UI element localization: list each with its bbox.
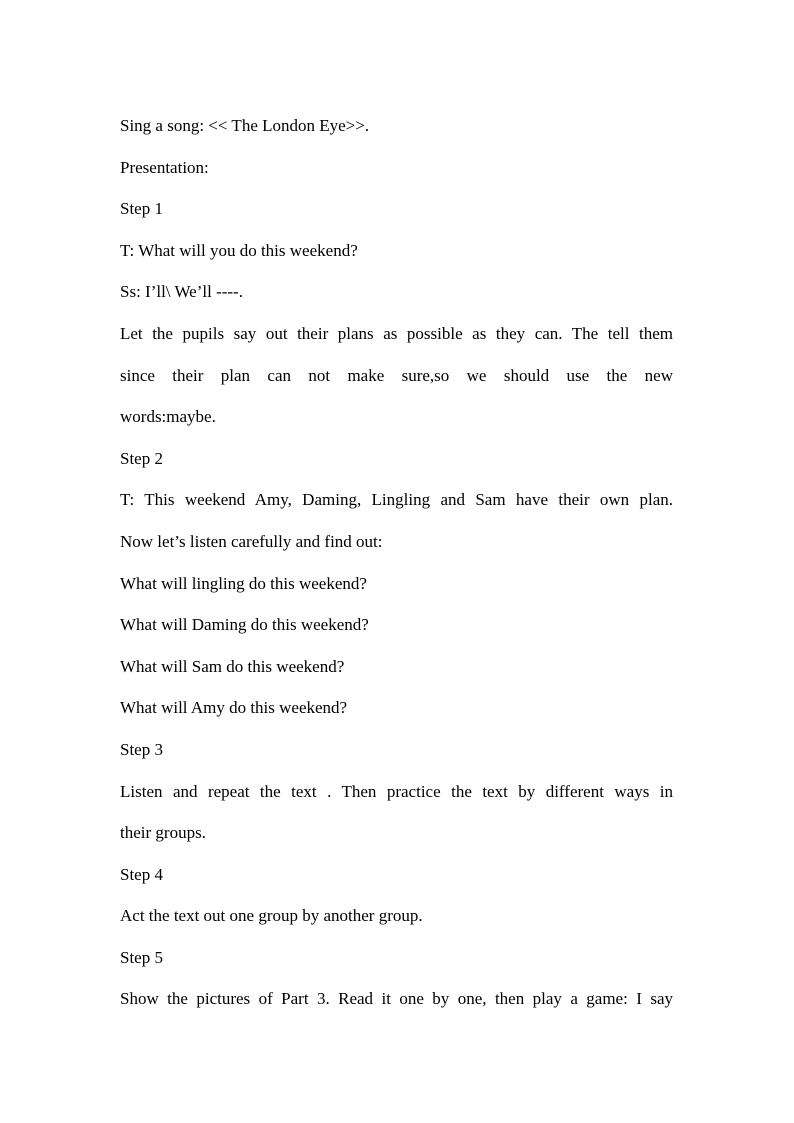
- step-heading: Step 2: [120, 448, 163, 468]
- paragraph-line: Let the pupils say out their plans as possible as they can. The tell them: [120, 323, 673, 343]
- paragraph-line: since their plan can not make sure,so we should use the new: [120, 365, 673, 385]
- text-line: Ss: I’ll\ We’ll ----.: [120, 282, 243, 302]
- question-line: What will Amy do this weekend?: [120, 698, 348, 718]
- step-heading: Step 3: [120, 739, 163, 759]
- question-line: What will Sam do this weekend?: [120, 656, 345, 676]
- paragraph-line: T: This weekend Amy, Daming, Lingling and Sam have their own plan.: [120, 490, 673, 510]
- document-body: [120, 105, 673, 1020]
- song-line: Sing a song: << The London Eye>>.: [120, 116, 370, 135]
- paragraph-line: their groups.: [120, 823, 206, 843]
- section-heading: Presentation:: [120, 157, 209, 177]
- step-heading: Step 4: [120, 864, 163, 884]
- step-heading: Step 1: [120, 199, 163, 219]
- paragraph-line: Listen and repeat the text . Then practice the text by different ways in: [120, 781, 673, 801]
- question-line: What will Daming do this weekend?: [120, 615, 369, 635]
- paragraph-line: words:maybe.: [120, 407, 216, 427]
- question-line: What will lingling do this weekend?: [120, 573, 367, 593]
- text-line: T: What will you do this weekend?: [120, 240, 358, 260]
- paragraph-line: Act the text out one group by another group.: [120, 906, 423, 926]
- paragraph-line: Show the pictures of Part 3. Read it one by one, then play a game: I say: [120, 989, 673, 1009]
- paragraph-line: Now let’s listen carefully and find out:: [120, 531, 383, 551]
- step-heading: Step 5: [120, 947, 163, 967]
